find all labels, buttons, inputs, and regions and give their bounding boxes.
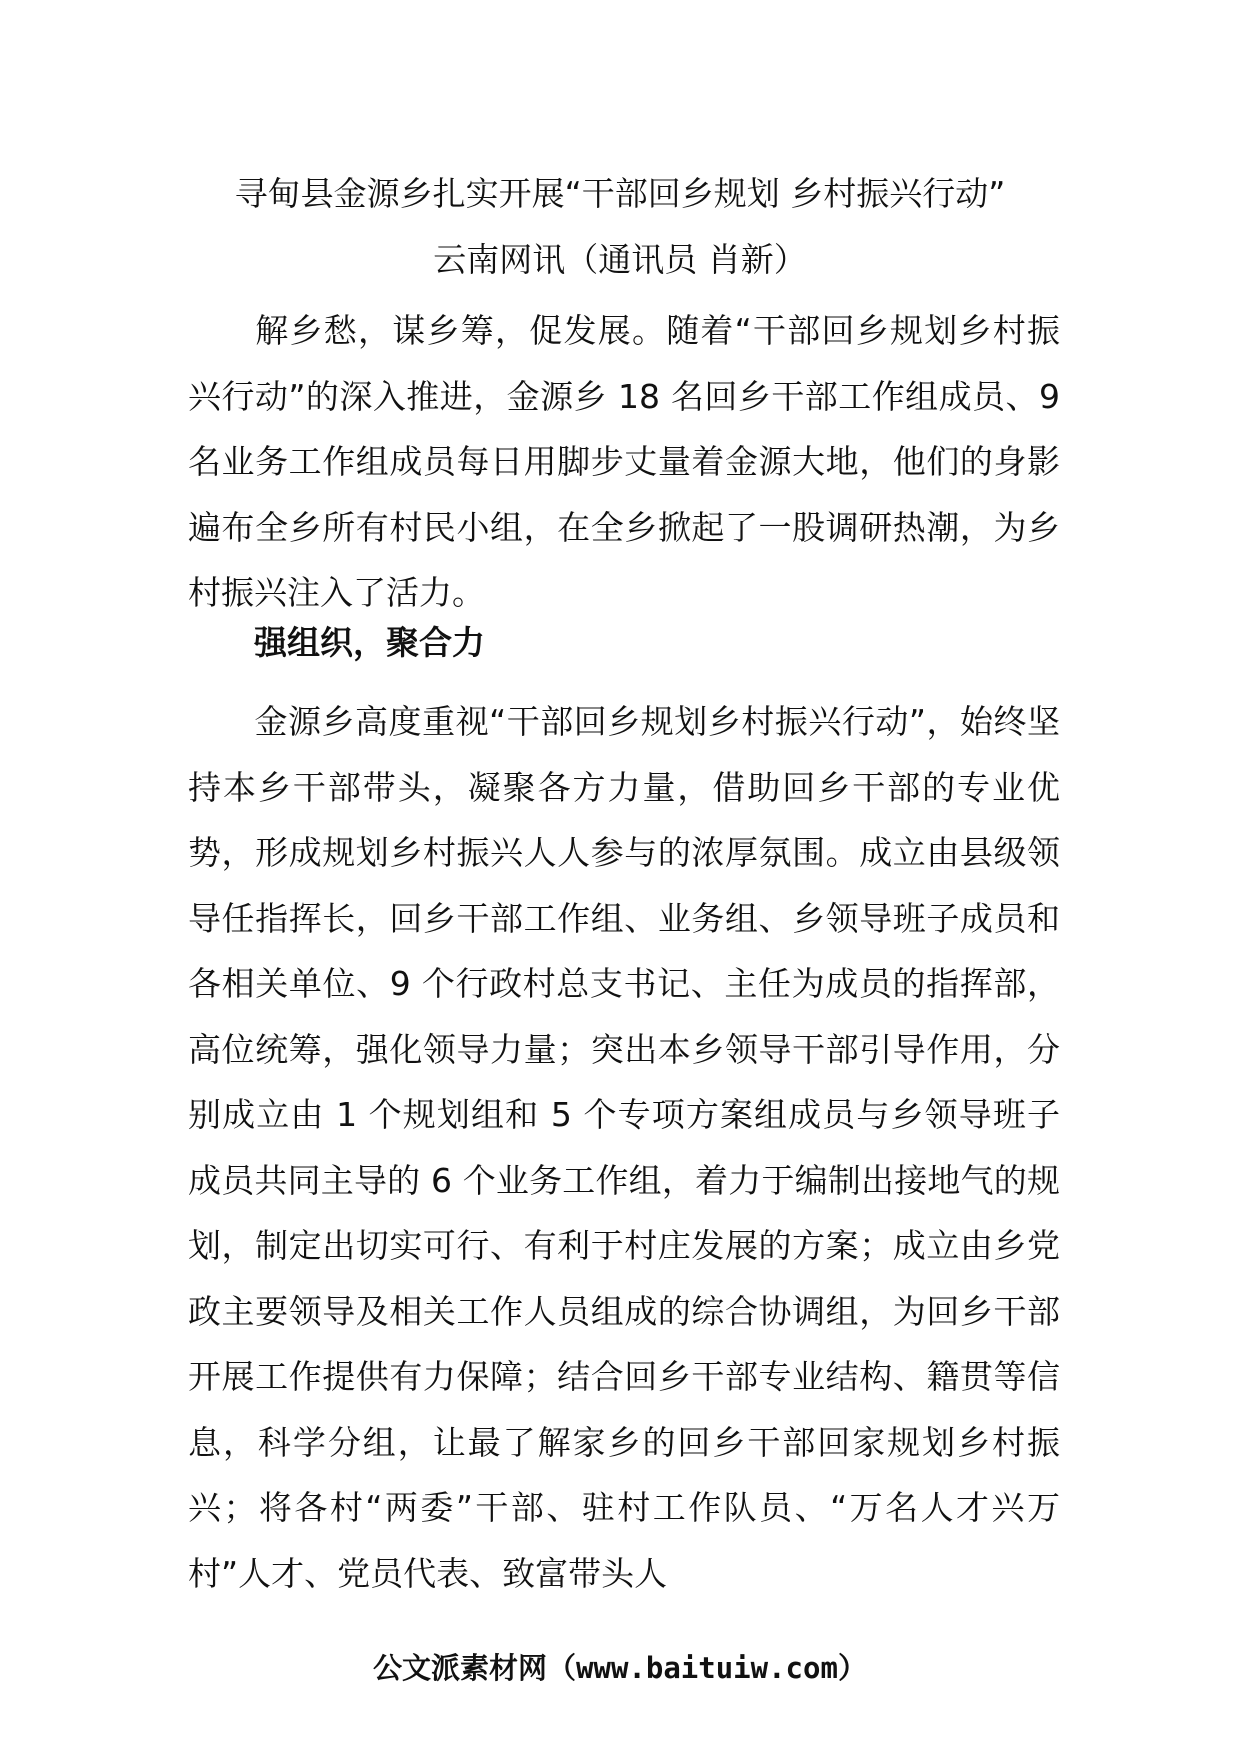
paragraph-organization (188, 689, 1060, 1606)
footer-site-close: ） (837, 1651, 867, 1685)
paragraph-intro (188, 298, 1060, 626)
article-title: 寻甸县金源乡扎实开展“干部回乡规划 乡村振兴行动” (234, 174, 1006, 213)
footer-site-name: 公文派素材网（ (373, 1651, 577, 1685)
paragraph-organization-text: 金源乡高度重视“干部回乡规划乡村振兴行动”，始终坚持本乡干部带头，凝聚各方力量，借助回乡干部的专业优势，形成规划乡村振兴人人参与的浓厚氛围。成立由县级领导任指挥长，回乡干部工作组、业务组、乡领导班子成员和各相关单位、9 个行政村总支书记、主任为成员的指挥部，高位统筹，强化领导力量；突出本乡领导干部引导作用，分别成立由 1 个规划组和 5 个专项方案组成员与乡领导班子成员共同主导的 6 个业务工作组，着力于编制出接地气的规划，制定出切实可行、有利于村庄发展的方案；成立由乡党政主要领导及相关工作人员组成的综合协调组，为回乡干部开展工作提供有力保障；结合回乡干部专业结构、籍贯等信息，科学分组，让最了解家乡的回乡干部回家规划乡村振兴；将各村“两委”干部、驻村工作队员、“万名人才兴万村”人才、党员代表、致富带头人 (188, 702, 1060, 1593)
section-heading: 强组织，聚合力 (254, 623, 485, 662)
paragraph-intro-text: 解乡愁，谋乡筹，促发展。随着“干部回乡规划乡村振兴行动”的深入推进，金源乡 18 名回乡干部工作组成员、9 名业务工作组成员每日用脚步丈量着金源大地，他们的身影遍布全乡所有村民小组，在全乡掀起了一股调研热潮，为乡村振兴注入了活力。 (188, 311, 1060, 612)
article-byline: 云南网讯（通讯员 肖新） (433, 240, 807, 279)
footer-watermark (0, 1650, 1240, 1686)
footer-site-url: www.baituiw.com (576, 1651, 838, 1685)
